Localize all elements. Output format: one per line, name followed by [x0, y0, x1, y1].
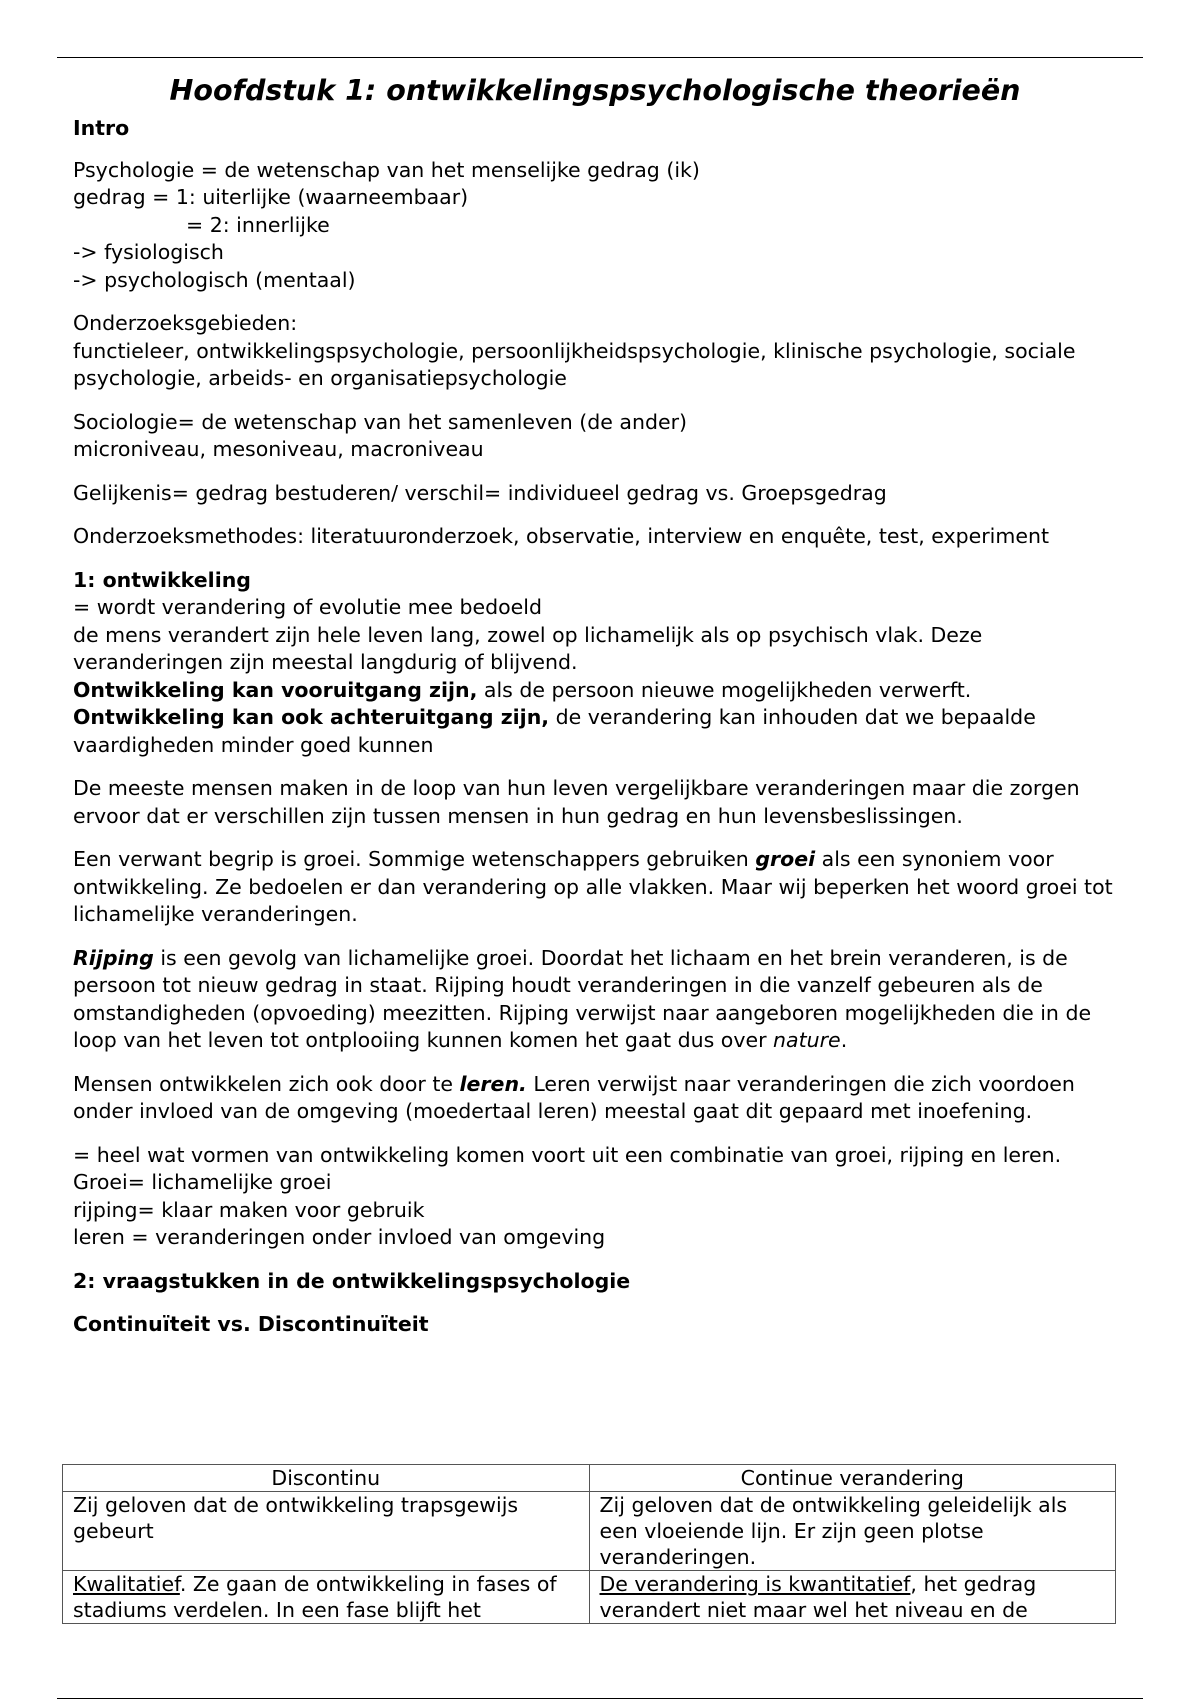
intro-line: Psychologie = de wetenschap van het menselijke gedrag (ik) — [73, 157, 700, 182]
research-areas — [73, 310, 1133, 393]
sociology-paragraph — [73, 409, 1133, 464]
research-areas-text: functieleer, ontwikkelingspsychologie, persoonlijkheidspsychologie, klinische psychologie, sociale psychologie, arbeids- en organisatiepsychologie — [73, 338, 1076, 390]
methods-paragraph: Onderzoeksmethodes: literatuuronderzoek, observatie, interview en enquête, test, experiment — [73, 524, 1049, 548]
intro-line: gedrag = 1: uiterlijke (waarneembaar) — [73, 185, 469, 209]
cell-text: . Ze gaan de ontwikkeling in fases of stadiums verdelen. In een fase blijft het — [73, 1572, 557, 1622]
table-header-row — [63, 1465, 1116, 1492]
sociology-definition: Sociologie= de wetenschap van het samenleven (de ander) — [73, 409, 687, 434]
growth-text-rest: als een synoniem voor ontwikkeling. Ze bedoelen er dan verandering op alle vlakken. Maar wij beperken het woord groei tot lichamelijke veranderingen. — [73, 847, 1113, 926]
summary-line: leren = veranderingen onder invloed van omgeving — [73, 1225, 606, 1249]
intro-line: -> fysiologisch — [73, 240, 224, 264]
intro-line: -> psychologisch (mentaal) — [73, 267, 356, 292]
table-row — [63, 1571, 1116, 1624]
document-body — [73, 70, 1133, 1355]
underlined-term: Kwalitatief — [73, 1572, 180, 1596]
nature-term: nature — [773, 1028, 841, 1052]
summary-line: rijping= klaar maken voor gebruik — [73, 1197, 425, 1222]
section1-line1: = wordt verandering of evolutie mee bedoeld — [73, 595, 542, 619]
intro-definitions — [73, 157, 1133, 295]
progress-bold: Ontwikkeling kan vooruitgang zijn, — [73, 677, 478, 702]
learning-paragraph — [73, 1071, 1133, 1126]
decline-bold: Ontwikkeling kan ook achteruitgang zijn, — [73, 705, 550, 729]
intro-heading: Intro — [73, 116, 130, 140]
learning-term: leren. — [459, 1071, 527, 1096]
intro-line: = 2: innerlijke — [186, 212, 330, 237]
section1-block — [73, 567, 1133, 760]
most-people-paragraph: De meeste mensen maken in de loop van hun leven vergelijkbare veranderingen maar die zorgen ervoor dat er verschillen zijn tussen mensen in hun gedrag en hun levensbeslissingen. — [73, 776, 1080, 828]
comparison-paragraph: Gelijkenis= gedrag bestuderen/ verschil= individueel gedrag vs. Groepsgedrag — [73, 480, 887, 505]
cell-text: , het gedrag verandert niet maar wel het niveau en de — [599, 1572, 1037, 1622]
table-row — [63, 1492, 1116, 1571]
table-cell — [63, 1571, 590, 1624]
maturation-end: . — [840, 1028, 848, 1052]
comparison-table — [62, 1464, 1116, 1624]
page-title: Hoofdstuk 1: ontwikkelingspsychologische theorieën — [169, 74, 1021, 107]
top-rule — [57, 57, 1143, 58]
table-header-cell: Discontinu — [63, 1465, 590, 1492]
progress-text: als de persoon nieuwe mogelijkheden verwerft. — [477, 677, 972, 702]
continuity-subheading: Continuïteit vs. Discontinuïteit — [73, 1312, 429, 1336]
maturation-paragraph — [73, 945, 1133, 1055]
research-areas-label: Onderzoeksgebieden: — [73, 311, 298, 335]
decline-text: de verandering kan inhouden dat we bepaalde vaardigheden minder goed kunnen — [73, 705, 1036, 757]
section1-heading: 1: ontwikkeling — [73, 567, 251, 592]
maturation-text: is een gevolg van lichamelijke groei. Doordat het lichaam en het brein veranderen, is de persoon tot nieuw gedrag in staat. Rijping houdt veranderingen in die vanzelf gebeuren als de omstandigheden (opvoeding) meezitten. Rijping verwijst naar aangeboren mogelijkheden die in de loop van het leven tot ontplooiing kunnen komen het gaat dus over — [73, 945, 1092, 1052]
section1-line2: de mens verandert zijn hele leven lang, zowel op lichamelijk als op psychisch vlak. Deze veranderingen zijn meestal langdurig of blijvend. — [73, 622, 983, 674]
table-cell: Zij geloven dat de ontwikkeling geleidelijk als een vloeiende lijn. Er zijn geen plotse veranderingen. — [589, 1492, 1116, 1571]
table-cell: Zij geloven dat de ontwikkeling trapsgewijs gebeurt — [63, 1492, 590, 1571]
table-header-cell: Continue verandering — [589, 1465, 1116, 1492]
bottom-rule — [57, 1698, 1143, 1699]
summary-line: Groei= lichamelijke groei — [73, 1170, 332, 1194]
section2-heading: 2: vraagstukken in de ontwikkelingspsychologie — [73, 1268, 631, 1293]
learning-text-rest: Leren verwijst naar veranderingen die zich voordoen onder invloed van de omgeving (moedertaal leren) meestal gaat dit gepaard met inoefening. — [73, 1071, 1075, 1123]
summary-paragraph — [73, 1142, 1133, 1252]
summary-line: = heel wat vormen van ontwikkeling komen voort uit een combinatie van groei, rijping en leren. — [73, 1142, 1062, 1167]
growth-term: groei — [755, 847, 816, 871]
sociology-levels: microniveau, mesoniveau, macroniveau — [73, 437, 484, 461]
table-cell — [589, 1571, 1116, 1624]
learning-text: Mensen ontwikkelen zich ook door te — [73, 1071, 460, 1096]
growth-paragraph — [73, 846, 1133, 929]
maturation-term: Rijping — [73, 945, 154, 970]
underlined-term: De verandering is kwantitatief — [599, 1572, 911, 1596]
growth-text: Een verwant begrip is groei. Sommige wetenschappers gebruiken — [73, 847, 756, 871]
